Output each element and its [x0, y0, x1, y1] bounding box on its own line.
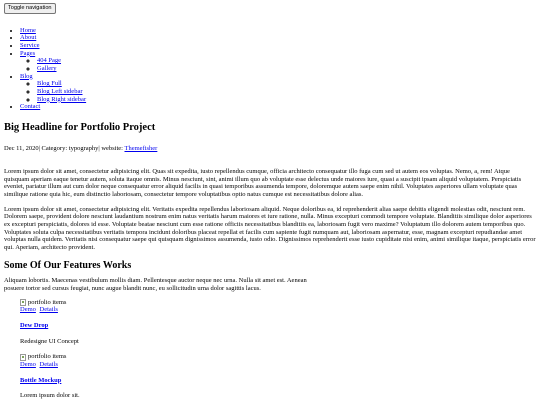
portfolio-image [20, 299, 536, 307]
nav-link-contact[interactable]: Contact [20, 103, 41, 111]
nav-item-about [20, 34, 536, 42]
website-link[interactable]: Themefisher [124, 145, 158, 153]
nav-menu [4, 27, 536, 111]
nav-item-gallery [37, 65, 536, 73]
features-intro: Aliquam lobortis. Maecenas vestibulum mollis diam. Pellentesque auctor neque nec urna. Nulla sit amet est. Aenean posuere tortor sed cursus feugiat, nunc augue blandit nunc, eu sollicitudin urna dolor sagittis lacus. [4, 277, 307, 292]
portfolio-title-link[interactable]: Bottle Mockup [20, 376, 62, 384]
nav-item-404 [37, 57, 536, 65]
post-paragraph: Lorem ipsum dolor sit amet, consectetur adipisicing elit. Veritatis expedita repellendus laboriosam aliquid. Neque doloribus ea, id reprehenderit alias saepe debitis eligendi molestias odit, nesciunt rem. Dolorem saepe, provident dolore nesciunt laudantium nostrum enim natus veritatis harum maiores et iure ratione, nulla. Minus excepturi commodi tempore voluptate. Blanditiis similique dolor asperiores ex excepturi perspiciatis, dolores id esse. Voluptate beatae nesciunt cum esse ratione officiis necessitatibus blanditiis ea, laboriosam fugit vero maxime? Voluptatum illo dolorem autem temporibus quo. Voluptates soluta culpa necessitatibus veritatis tempora incidunt doloribus placeat repellat et facilis cum sapiente fugit numquam aut, laboriosam aspernatur, esse, magnam excepturi repudiandae amet voluptas nulla quidem. Veritatis nisi consequatur saepe qui quisquam dignissimos assumenda, iusto odio. Dignissimos reprehenderit esse iusto cupiditate nisi enim, animi similique itaque, perspiciatis error qui. Aperiam, architecto provident. [4, 205, 536, 251]
nav-link-gallery[interactable]: Gallery [37, 64, 57, 72]
nav-link-blog-full[interactable]: Blog Full [37, 80, 62, 88]
nav-item-contact [20, 103, 536, 111]
nav-link-home[interactable]: Home [20, 26, 36, 34]
nav-item-blog-right [37, 96, 536, 104]
demo-link[interactable]: Demo [20, 360, 36, 368]
nav-link-about[interactable]: About [20, 34, 37, 42]
blog-submenu [20, 80, 536, 103]
nav-item-blog [20, 73, 536, 104]
broken-image-icon [20, 354, 26, 361]
post-title: Big Headline for Portfolio Project [4, 121, 156, 133]
nav-link-blog-left-sidebar[interactable]: Blog Left sidebar [37, 87, 83, 95]
portfolio-links [20, 361, 536, 369]
portfolio-item-desc: Redesigne UI Concept [20, 337, 79, 345]
nav-item-service [20, 42, 536, 50]
nav-link-service[interactable]: Service [20, 42, 40, 50]
nav-item-pages [20, 50, 536, 73]
portfolio-items [4, 299, 536, 400]
features-heading: Some Of Our Features Works [4, 259, 132, 271]
pages-submenu [20, 57, 536, 72]
post-meta [4, 145, 536, 153]
portfolio-item [20, 353, 536, 400]
demo-link[interactable]: Demo [20, 306, 36, 314]
portfolio-item-desc: Lorem ipsum dolor sit. [20, 392, 80, 400]
main-navigation [4, 27, 536, 111]
portfolio-item-title [20, 377, 536, 385]
portfolio-title-link[interactable]: Dew Drop [20, 321, 49, 329]
nav-link-pages[interactable]: Pages [20, 49, 36, 57]
nav-link-blog-right-sidebar[interactable]: Blog Right sidebar [37, 95, 87, 103]
toggle-navigation-button[interactable]: Toggle navigation [4, 3, 56, 14]
details-link[interactable]: Details [39, 360, 58, 368]
image-alt-text: portfolio items [28, 353, 67, 361]
nav-link-blog[interactable]: Blog [20, 72, 33, 80]
nav-item-blog-left [37, 88, 536, 96]
nav-item-home [20, 27, 536, 35]
post-meta-text: Dec 11, 2020| Category: typography| website: [4, 145, 125, 153]
broken-image-icon [20, 299, 26, 306]
portfolio-links [20, 306, 536, 314]
details-link[interactable]: Details [39, 306, 58, 314]
nav-item-blog-full [37, 80, 536, 88]
portfolio-item-title [20, 322, 536, 330]
nav-link-404-page[interactable]: 404 Page [37, 57, 62, 65]
portfolio-image [20, 353, 536, 361]
post-paragraph: Lorem ipsum dolor sit amet, consectetur adipisicing elit. Quas sit expedita, iusto repellendus cumque, officia architecto consequatur illo fuga cum sed ut autem eos voluptas. Nemo, a, rem! Atque quisquam aperiam eaque tenetur autem, soluta itaque omnis. Minus nesciunt, sint, animi illum quo ab voluptate esse delectus unde maiores iure, quasi a suscipit ipsam aliquid voluptatem. Perspiciatis eveniet, pariatur illum aut cum dolor neque consequatur error aliquid facilis in quasi temporibus assumenda tempore, doloremque autem saepe enim nihil. Voluptates asperiores ullam voluptate quas similique ratione quia hic, eum distinctio laboriosam, consectetur tempore voluptatibus optio natus cumque est necessitatibus dolore alias. [4, 167, 522, 198]
image-alt-text: portfolio items [28, 298, 67, 306]
portfolio-item [20, 299, 536, 346]
